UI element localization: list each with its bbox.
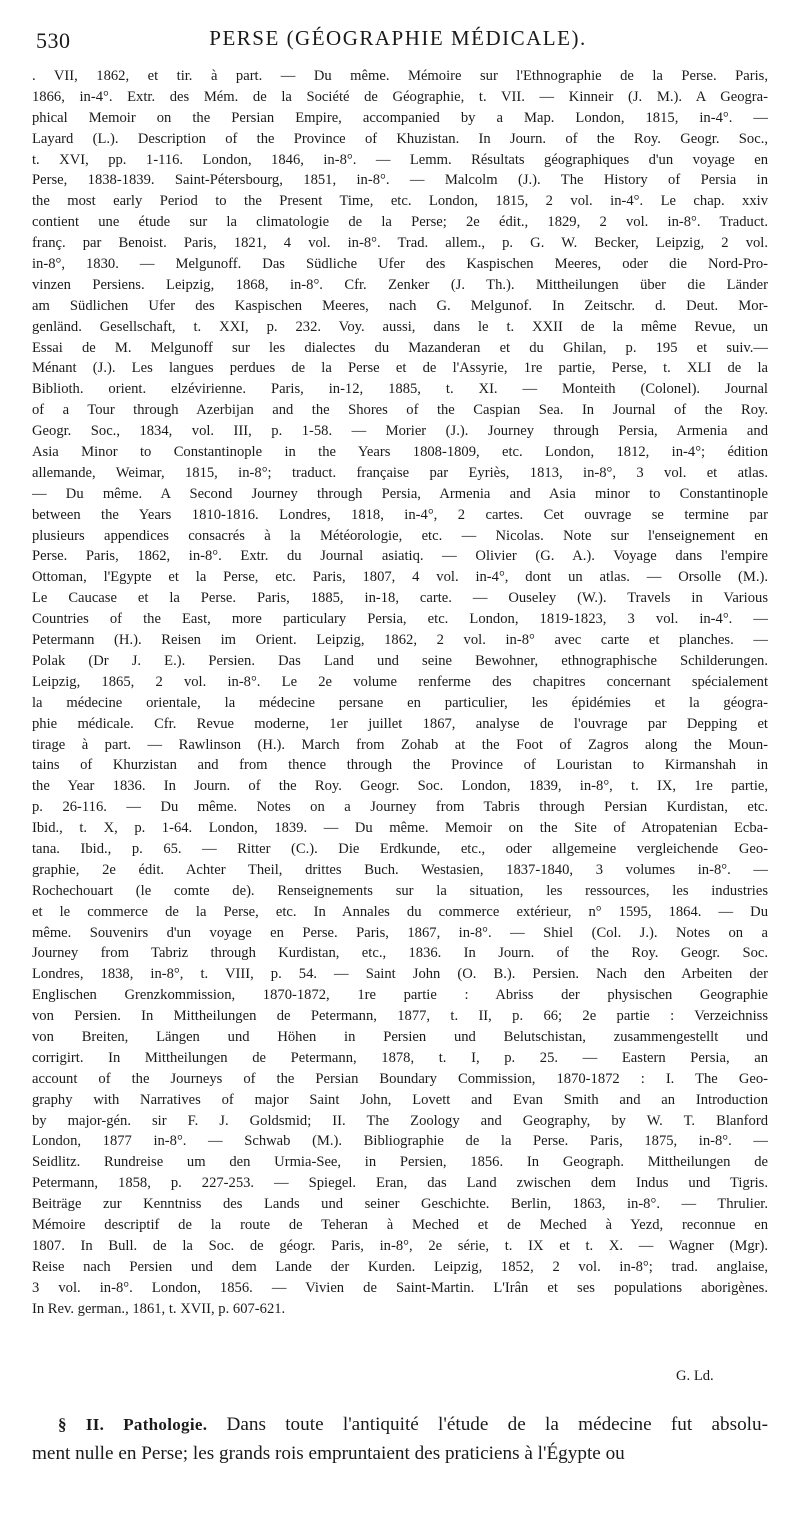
bibliography-line: in-8°, 1830. — Melgunoff. Das Südliche Ufer des Kaspischen Meeres, oder die Nord-Pro- xyxy=(32,256,768,273)
bibliography-line: Essai de M. Melgunoff sur les dialectes du Mazanderan et du Ghilan, p. 195 et suiv.— xyxy=(32,339,768,356)
bibliography-line: graphy with Narratives of major Saint John, Lovett and Evan Smith and an Introduction xyxy=(32,1091,768,1108)
running-head xyxy=(28,22,768,56)
bibliography-line: graphie, 2e édit. Achter Theil, drittes Buch. Westasien, 1837-1840, 3 volumes in-8°. — xyxy=(32,861,768,878)
bibliography-line: 1866, in-4°. Extr. des Mém. de la Société de Géographie, t. VII. — Kinneir (J. M.). A Geogra- xyxy=(32,88,768,105)
bibliography-line: of a Tour through Azerbijan and the Shores of the Caspian Sea. In Journal of the Roy. xyxy=(32,402,768,419)
bibliography-line: In Rev. german., 1861, t. XVII, p. 607-621. xyxy=(32,1300,286,1317)
bibliography-line: von Breiten, Längen und Höhen in Persien und Belutschistan, zusammengestellt und xyxy=(32,1028,768,1045)
bibliography-line: von Persien. In Mittheilungen de Petermann, 1877, t. II, p. 66; 2e partie : Verzeichniss xyxy=(32,1008,768,1025)
bibliography-line: contient une étude sur la climatologie de la Perse; 2e édit., 1829, 2 vol. in-8°. Traduct. xyxy=(32,214,768,231)
bibliography-line: Leipzig, 1865, 2 vol. in-8°. Le 2e volume renferme des chapitres concernant spécialement xyxy=(32,673,768,690)
section-text-line: Dans toute l'antiquité l'étude de la médecine fut absolu- xyxy=(226,1414,768,1435)
bibliography-line: Rochechouart (le comte de). Renseignements sur la situation, les ressources, les industries xyxy=(32,882,768,899)
page-number: 530 xyxy=(36,28,71,53)
bibliography-line: Londres, 1838, in-8°, t. VIII, p. 54. — Saint John (O. B.). Persien. Nach den Arbeiten der xyxy=(32,966,768,983)
bibliography-line: tirage à part. — Rawlinson (H.). March from Zohab at the Foot of Zagros along the Moun- xyxy=(32,736,768,753)
bibliography xyxy=(32,66,768,1388)
bibliography-line: Countries of the East, more particulary Persia, etc. London, 1819-1823, 3 vol. in-4°. — xyxy=(32,611,768,628)
bibliography-line: Petermann, 1858, p. 227-253. — Spiegel. Eran, das Land zwischen dem Indus und Tigris. xyxy=(32,1175,768,1192)
bibliography-line: t. XVI, pp. 1-116. London, 1846, in-8°. — Lemm. Résultats géographiques d'un voyage en xyxy=(32,151,768,168)
bibliography-line: Ménant (J.). Les langues perdues de la Perse et de l'Assyrie, 1re partie, Perse, t. XLI de la xyxy=(32,360,768,377)
bibliography-line: Polak (Dr J. E.). Persien. Das Land und seine Bewohner, ethnographische Schilderungen. xyxy=(32,652,768,669)
bibliography-line: Journey from Tabriz through Kurdistan, etc., 1836. In Journ. of the Roy. Geogr. Soc. xyxy=(32,945,768,962)
bibliography-line: Le Caucase et la Perse. Paris, 1885, in-18, carte. — Ouseley (W.). Travels in Various xyxy=(32,590,768,607)
bibliography-line: et le commerce de la Perse, etc. In Annales du commerce extérieur, n° 1595, 1864. — Du xyxy=(32,903,768,920)
bibliography-line: Perse, 1838-1839. Saint-Pétersbourg, 1851, in-8°. — Malcolm (J.). The History of Persia in xyxy=(32,172,768,189)
section-heading: § II. Pathologie. xyxy=(58,1415,208,1434)
bibliography-line: the Year 1836. In Journ. of the Roy. Geogr. Soc. London, 1839, in-8°, t. IX, 1re partie, xyxy=(32,778,768,795)
bibliography-line: the most early Period to the Present Time, etc. London, 1815, 2 vol. in-4°. Le chap. xxiv xyxy=(32,193,768,210)
bibliography-line: Beiträge zur Kenntniss des Lands und seiner Geschichte. Berlin, 1863, in-8°. — Thrulier. xyxy=(32,1196,768,1213)
bibliography-line: Reise nach Persien und dem Lande der Kurden. Leipzig, 1852, 2 vol. in-8°; trad. anglaise, xyxy=(32,1258,768,1275)
bibliography-line: by major-gén. sir F. J. Goldsmid; II. The Zoology and Geography, by W. T. Blanford xyxy=(32,1112,768,1129)
bibliography-line: phie médicale. Cfr. Revue moderne, 1er juillet 1867, analyse de l'ouvrage par Depping et xyxy=(32,715,768,732)
bibliography-line: Englischen Grenzkommission, 1870-1872, 1re partie : Abriss der physischen Geographie xyxy=(32,987,768,1004)
bibliography-line: allemande, Weimar, 1815, in-8°; traduct. française par Eyriès, 1813, in-8°, 3 vol. et atlas. xyxy=(32,464,768,481)
bibliography-line: phical Memoir on the Persian Empire, accompanied by a Map. London, 1815, in-4°. — xyxy=(32,109,768,126)
bibliography-line: Geogr. Soc., 1834, vol. III, p. 1-58. — Morier (J.). Journey through Persia, Armenia and xyxy=(32,423,768,440)
bibliography-line: tains of Khurzistan and from thence through the Province of Louristan to Kirmanshah in xyxy=(32,757,768,774)
bibliography-line: Layard (L.). Description of the Province of Khuzistan. In Journ. of the Roy. Geogr. Soc., xyxy=(32,130,768,147)
bibliography-line: p. 26-116. — Du même. Notes on a Journey from Tabris through Persian Kurdistan, etc. xyxy=(32,799,768,816)
bibliography-line: vinzen Persiens. Leipzig, 1868, in-8°. Cfr. Zenker (J. Th.). Mittheilungen über die Länder xyxy=(32,276,768,293)
running-title: PERSE (GÉOGRAPHIE MÉDICALE). xyxy=(209,26,587,50)
bibliography-line: Mémoire descriptif de la route de Teheran à Meched et de Meched à Yezd, reconnue en xyxy=(32,1216,768,1233)
bibliography-line: 1807. In Bull. de la Soc. de géogr. Paris, in-8°, 2e série, t. IX et t. X. — Wagner (Mgr). xyxy=(32,1237,768,1254)
section-pathologie xyxy=(32,1410,768,1468)
author-signature: G. Ld. xyxy=(676,1368,714,1384)
bibliography-line: la médecine orientale, la médecine persane en particulier, les épidémies et la géogra- xyxy=(32,694,768,711)
bibliography-line: London, 1877 in-8°. — Schwab (M.). Bibliographie de la Perse. Paris, 1875, in-8°. — xyxy=(32,1133,768,1150)
bibliography-line: même. Souvenirs d'un voyage en Perse. Paris, 1867, in-8°. — Shiel (Col. J.). Notes on a xyxy=(32,924,768,941)
bibliography-line: account of the Journeys of the Persian Boundary Commission, 1870-1872 : I. The Geo- xyxy=(32,1070,768,1087)
bibliography-line: — Du même. A Second Journey through Persia, Armenia and Asia minor to Constantinople xyxy=(32,485,768,502)
section-first-line xyxy=(32,1410,768,1439)
bibliography-line: am Südlichen Ufer des Kaspischen Meeres, nach G. Melgunof. In Zeitschr. d. Deut. Mor- xyxy=(32,297,768,314)
bibliography-line: tana. Ibid., p. 65. — Ritter (C.). Die Erdkunde, etc., oder allgemeine vergleichende Geo- xyxy=(32,840,768,857)
bibliography-line: Perse. Paris, 1862, in-8°. Extr. du Journal asiatiq. — Olivier (G. A.). Voyage dans l'empire xyxy=(32,548,768,565)
bibliography-line: between the Years 1810-1816. Londres, 1818, in-4°, 2 cartes. Cet ouvrage se termine par xyxy=(32,506,768,523)
bibliography-line: Biblioth. orient. elzévirienne. Paris, in-12, 1885, t. XI. — Monteith (Colonel). Journal xyxy=(32,381,768,398)
bibliography-line: corrigirt. In Mittheilungen de Petermann, 1878, t. I, p. 25. — Eastern Persia, an xyxy=(32,1049,768,1066)
bibliography-line: . VII, 1862, et tir. à part. — Du même. Mémoire sur l'Ethnographie de la Perse. Paris, xyxy=(32,68,768,84)
bibliography-line: Ibid., t. X, p. 1-64. London, 1839. — Du même. Memoir on the Site of Atropatenian Ecba- xyxy=(32,820,768,837)
bibliography-line: plusieurs appendices consacrés à la Météorologie, etc. — Nicolas. Note sur l'enseignement en xyxy=(32,527,768,544)
section-text-line: ment nulle en Perse; les grands rois empruntaient des praticiens à l'Égypte ou xyxy=(32,1443,625,1464)
bibliography-line: Ottoman, l'Egypte et la Perse, etc. Paris, 1807, 4 vol. in-4°, dont un atlas. — Orsolle (M.). xyxy=(32,569,768,586)
bibliography-line: Seidlitz. Rundreise um den Urmia-See, in Persien, 1856. In Geograph. Mittheilungen de xyxy=(32,1154,768,1171)
bibliography-line: Petermann (H.). Reisen im Orient. Leipzig, 1862, 2 vol. in-8° avec carte et planches. — xyxy=(32,632,768,649)
bibliography-line: franç. par Benoist. Paris, 1821, 4 vol. in-8°. Trad. allem., p. G. W. Becker, Leipzig, 2 vol. xyxy=(32,235,768,252)
bibliography-line: Asia Minor to Constantinople in the Years 1808-1809, etc. London, 1812, in-4°; édition xyxy=(32,444,768,461)
bibliography-line: genländ. Gesellschaft, t. XXI, p. 232. Voy. aussi, dans le t. XXII de la même Revue, un xyxy=(32,318,768,335)
bibliography-line: 3 vol. in-8°. London, 1856. — Vivien de Saint-Martin. L'Irân et ses populations aborigènes. xyxy=(32,1279,768,1296)
